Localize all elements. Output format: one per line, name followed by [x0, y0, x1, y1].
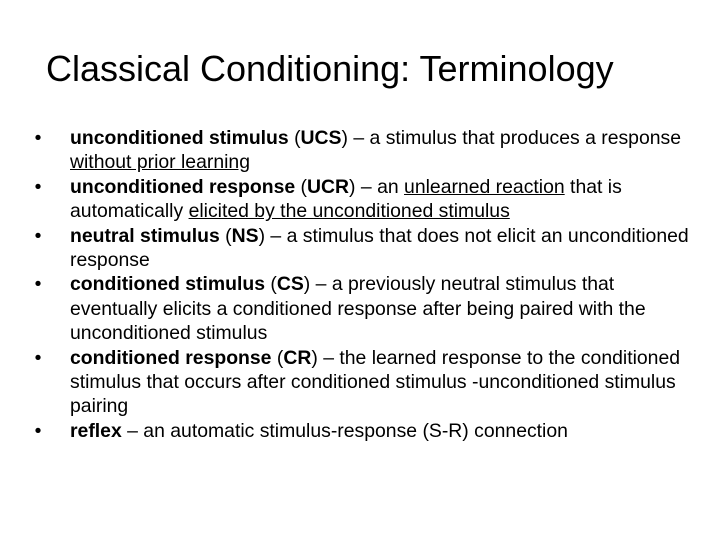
bullet-icon: • [34, 273, 42, 296]
definition-text: ) – a previously neutral stimulus that eventually elicits a conditioned response after being paired with the unconditioned stimulus [70, 273, 646, 345]
list-item-ucs [28, 126, 698, 175]
definition-text: – an automatic stimulus-response (S-R) connection [121, 419, 568, 442]
underlined-text: unlearned reaction [404, 175, 565, 198]
bullet-icon: • [34, 224, 42, 247]
term-text: conditioned response [70, 346, 272, 369]
term-text: conditioned stimulus [70, 273, 265, 296]
bullet-icon: • [34, 175, 42, 198]
abbr-text: NS [231, 224, 259, 247]
abbr-open-text: ( [265, 273, 277, 296]
slide-title: Classical Conditioning: Terminology [46, 48, 614, 89]
list-item-ucr [28, 175, 698, 224]
definition-middle-text: that is automatically [70, 175, 622, 223]
definition-text: ) – a stimulus that does not elicit an unconditioned response [70, 224, 689, 272]
abbr-open-text: ( [219, 224, 232, 247]
list-item-cs [28, 272, 698, 345]
abbr-open-text: ( [288, 127, 301, 149]
term-text: unconditioned response [70, 175, 296, 198]
definition-text: ) – the learned response to the conditioned stimulus that occurs after conditioned stimulus -unconditioned stimulus pairing [70, 346, 681, 418]
term-text: unconditioned stimulus [70, 127, 289, 149]
abbr-open-text: ( [295, 175, 308, 198]
abbr-text: UCS [300, 127, 342, 149]
terminology-list [28, 126, 698, 443]
definition-text: ) – an [349, 175, 405, 198]
abbr-open-text: ( [271, 346, 284, 369]
term-text: reflex [70, 419, 122, 442]
bullet-icon: • [34, 127, 42, 149]
list-item-cr [28, 346, 698, 419]
bullet-icon: • [34, 419, 42, 442]
abbr-text: CS [276, 273, 304, 296]
list-item-ns [28, 224, 698, 273]
bullet-icon: • [34, 346, 42, 369]
definition-text: ) – a stimulus that produces a response [341, 127, 682, 149]
term-text: neutral stimulus [70, 224, 220, 247]
underlined-text: without prior learning [70, 151, 250, 174]
underlined-text-2: elicited by the unconditioned stimulus [188, 200, 510, 223]
abbr-text: UCR [307, 175, 350, 198]
abbr-text: CR [283, 346, 312, 369]
list-item-reflex [28, 419, 698, 443]
